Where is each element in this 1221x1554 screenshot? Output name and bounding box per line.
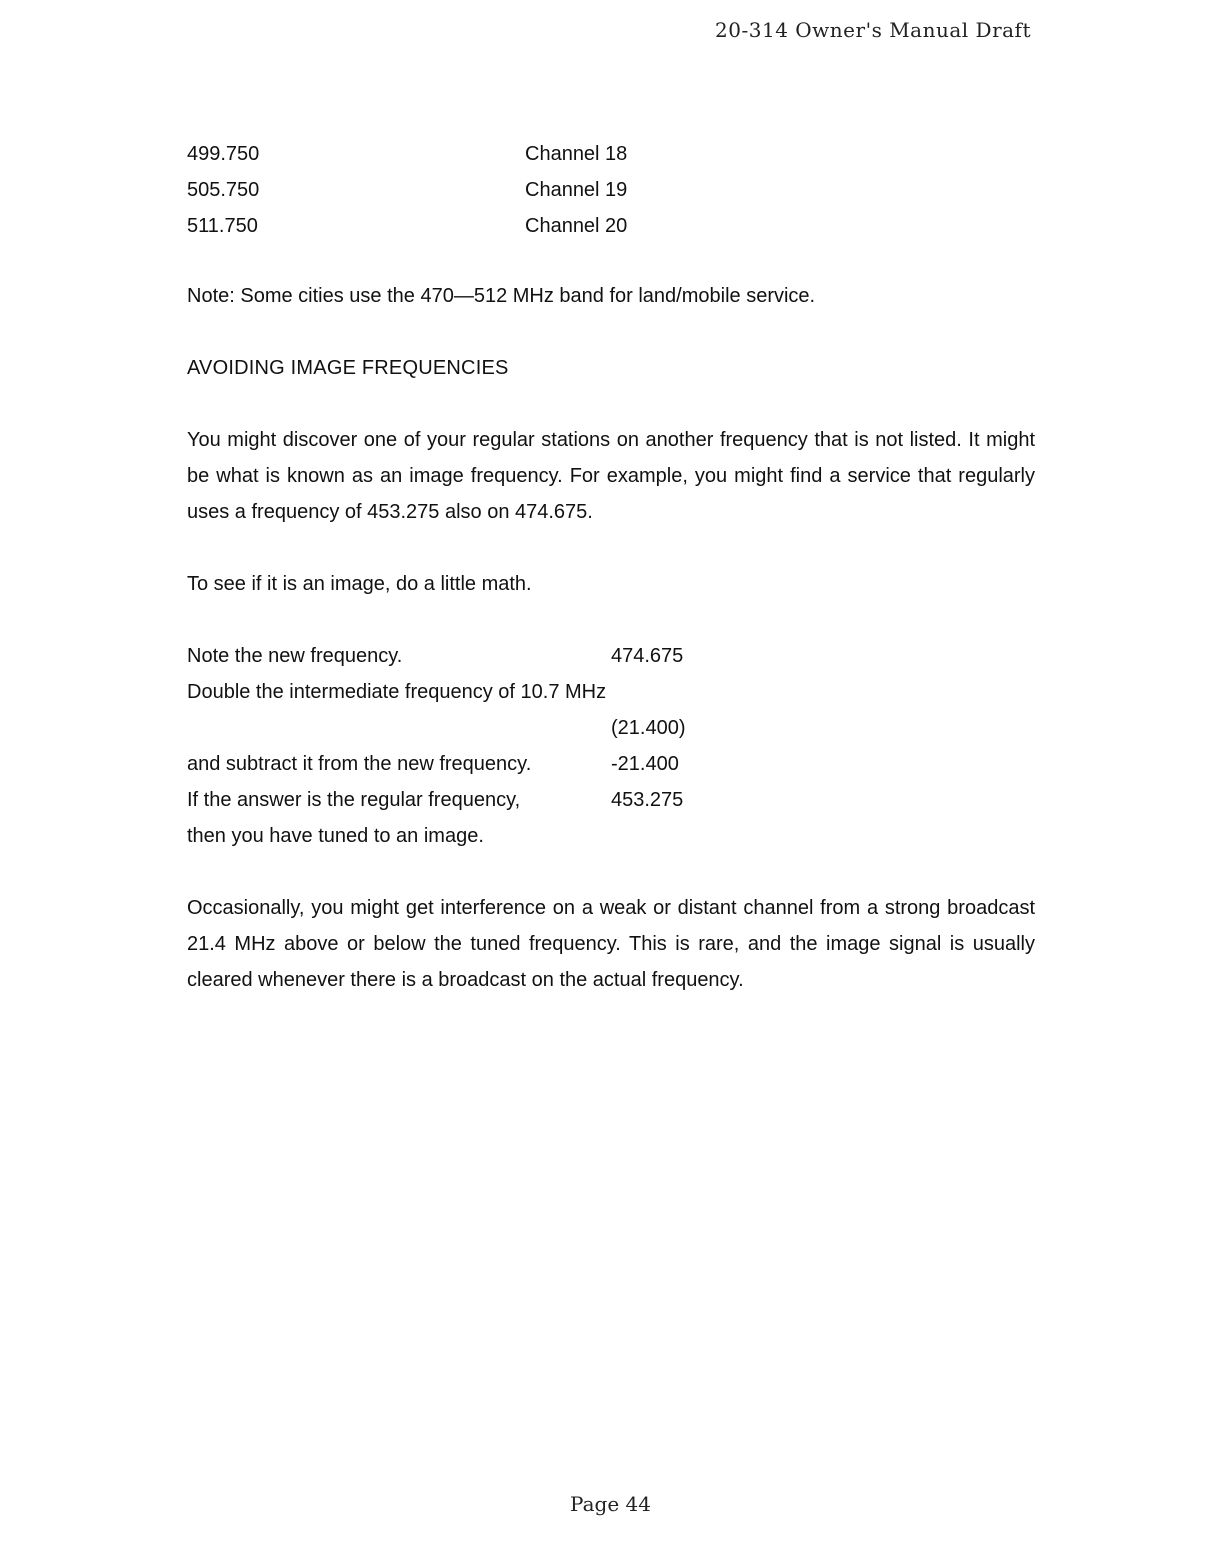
math-step-label: Note the new frequency. bbox=[187, 645, 403, 667]
channel-frequency: 505.750 bbox=[187, 179, 260, 201]
math-step-spacer bbox=[187, 710, 611, 746]
intro-paragraph: You might discover one of your regular stations on another frequency that is not listed. It might be what is known as an image frequency. For example, you might find a service that regularly uses a frequency of 453.275 also on 474.675. bbox=[187, 429, 1035, 523]
math-step-value: (21.400) bbox=[611, 717, 686, 739]
channel-frequency: 511.750 bbox=[187, 215, 258, 237]
channel-frequency-table bbox=[187, 136, 1035, 244]
band-note: Note: Some cities use the 470—512 MHz band for land/mobile service. bbox=[187, 285, 816, 307]
channel-label: Channel 19 bbox=[525, 179, 628, 201]
image-math-table bbox=[187, 638, 747, 854]
math-intro-paragraph: To see if it is an image, do a little math. bbox=[187, 573, 532, 595]
channel-frequency: 499.750 bbox=[187, 143, 260, 165]
channel-label: Channel 20 bbox=[525, 215, 628, 237]
math-step-label: and subtract it from the new frequency. bbox=[187, 753, 532, 775]
math-step-value: 453.275 bbox=[611, 789, 684, 811]
page-header: 20-314 Owner's Manual Draft bbox=[715, 18, 1031, 42]
math-step-label: If the answer is the regular frequency, bbox=[187, 789, 521, 811]
math-step-value: 474.675 bbox=[611, 645, 684, 667]
closing-paragraph: Occasionally, you might get interference on a weak or distant channel from a strong broadcast 21.4 MHz above or below the tuned frequency. This is rare, and the image signal is usually cleared whenever there is a broadcast on the actual frequency. bbox=[187, 897, 1035, 991]
page-content bbox=[187, 136, 1035, 998]
math-step-label: Double the intermediate frequency of 10.7 MHz bbox=[187, 681, 607, 703]
channel-label: Channel 18 bbox=[525, 143, 628, 165]
section-heading: AVOIDING IMAGE FREQUENCIES bbox=[187, 357, 509, 379]
math-step-value: -21.400 bbox=[611, 753, 679, 775]
math-step-label: then you have tuned to an image. bbox=[187, 825, 484, 847]
page-number: Page 44 bbox=[570, 1492, 651, 1516]
